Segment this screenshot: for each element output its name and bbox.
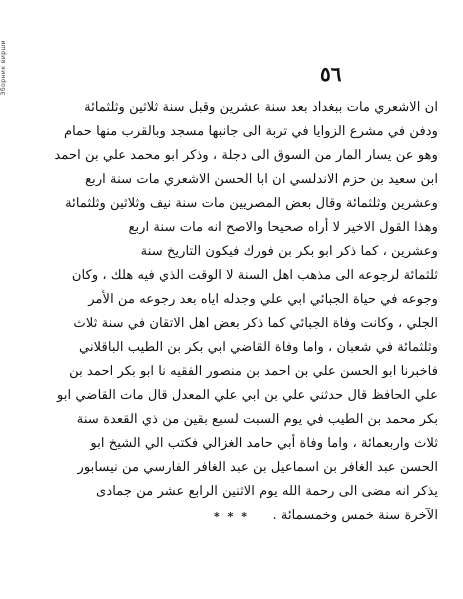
text-line: الجلي ، وكانت وفاة الجبائي كما ذكر بعض اهل الاتقان في سنة ثلاث	[73, 316, 438, 331]
page-number: ٥٦	[320, 62, 342, 86]
text-line: ودفن في مشرع الزوايا في تربة الى جانبها مسجد وبالقرب منها حمام	[63, 124, 438, 139]
text-line: يذكر انه مضى الى رحمة الله يوم الاثنين الرابع عشر من جمادى	[96, 484, 438, 499]
text-line: وجوعه في حياة الجبائي ابي علي وجدله اياه بعد رجوعه من الأمر	[88, 292, 438, 307]
text-line: الحسن عبد الغافر بن اسماعيل بن عبد الغافر الفارسي من نيسابور	[77, 460, 438, 475]
section-end-ornament: * * *	[214, 510, 249, 523]
text-line: وهو عن يسار المار من السوق الى دجلة ، وذكر ابو محمد علي بن احمد	[54, 148, 438, 163]
text-line: وعشرين وثلثمائة وقال بعض المصريين مات سنة نيف وثلاثين وثلثمائة	[65, 196, 438, 211]
side-stamp: Зборник вирши	[0, 40, 7, 96]
text-line: ابن سعيد بن حزم الاندلسي ان ابا الحسن الاشعري مات سنة اربع	[85, 172, 438, 187]
text-line: ان الاشعري مات ببغداد بعد سنة عشرين وقبل سنة ثلاثين وثلثمائة	[84, 100, 438, 115]
text-line: الآخرة سنة خمس وخمسمائة .	[272, 508, 438, 523]
text-line: وثلثمائة في شعبان ، واما وفاة القاضي ابي بكر بن الطيب الباقلاني	[78, 340, 438, 355]
text-line: ثلاث واربعمائة ، واما وفاة أبي حامد الغزالي فكتب الي الشيخ ابو	[90, 436, 438, 451]
text-line: علي الحافظ قال حدثني علي بن ابي علي المعدل قال مات القاضي ابو	[57, 388, 438, 403]
text-line: وهذا القول الاخير لا أراه صحيحا والاصح انه مات سنة اربع	[128, 220, 438, 235]
text-line: بكر محمد بن الطيب في يوم السبت لسبع بقين من ذي القعدة سنة	[76, 412, 438, 427]
text-line: وعشرين ، كما ذكر ابو بكر بن فورك فيكون التاريخ سنة	[140, 244, 438, 259]
text-line: فاخبرنا ابو الحسن علي بن احمد بن منصور الفقيه نا ابو بكر احمد بن	[69, 364, 438, 379]
text-body	[30, 96, 438, 528]
text-line: ثلثمائة لرجوعه الى مذهب اهل السنة لا الوقت الذي فيه هلك ، وكان	[71, 268, 438, 283]
